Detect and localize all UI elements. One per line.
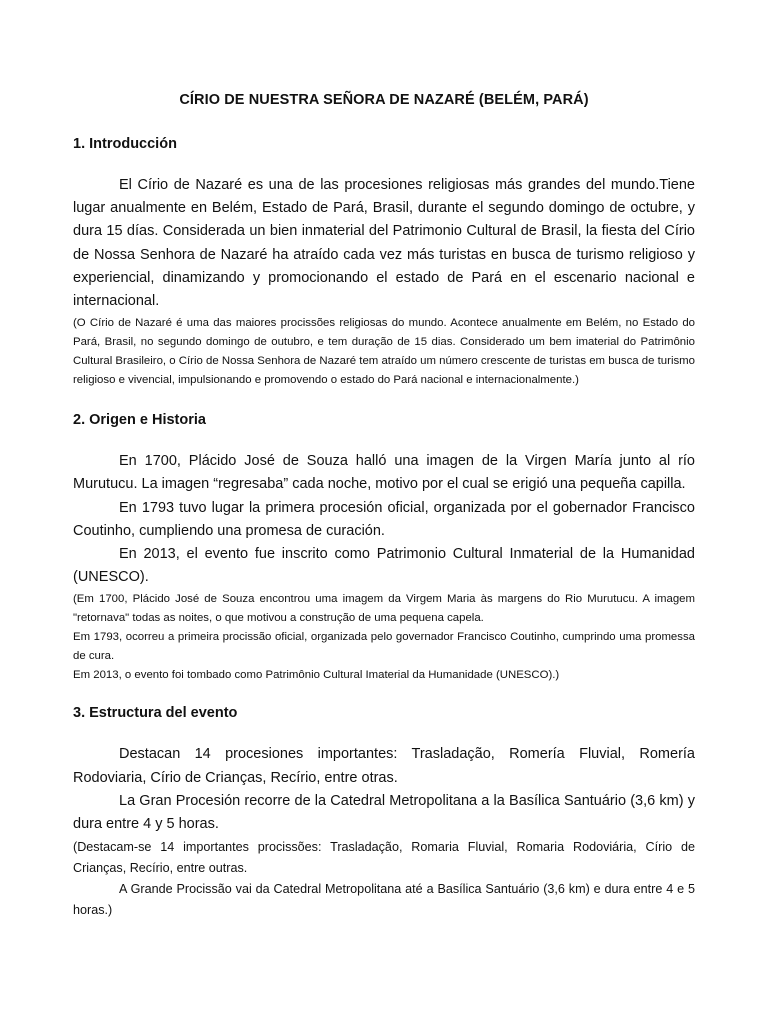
paragraph-pt: A Grande Procissão vai da Catedral Metropolitana até a Basílica Santuário (3,6 km) e dura entre 4 e 5 horas.) <box>73 882 695 918</box>
paragraph-es: En 1793 tuvo lugar la primera procesión oficial, organizada por el gobernador Francisco Coutinho, cumpliendo una promesa de curación. <box>73 499 695 539</box>
paragraph-pt: Em 2013, o evento foi tombado como Patrimônio Cultural Imaterial da Humanidade (UNESCO).) <box>73 669 560 682</box>
paragraph-es: La Gran Procesión recorre de la Catedral Metropolitana a la Basílica Santuário (3,6 km) y dura entre 4 y 5 horas. <box>73 792 695 833</box>
paragraph-pt: Em 1793, ocorreu a primeira procissão oficial, organizada pelo governador Francisco Coutinho, cumprindo uma promessa de cura. <box>73 631 695 663</box>
paragraph-es: Destacan 14 procesiones importantes: Trasladação, Romería Fluvial, Romería Rodoviaria, Círio de Crianças, Recírio, entre otras. <box>73 746 695 786</box>
section-introduccion <box>73 136 695 390</box>
section-heading: 3. Estructura del evento <box>73 705 238 722</box>
paragraph-es: El Círio de Nazaré es una de las procesiones religiosas más grandes del mundo.Tiene lugar anualmente en Belém, Estado de Pará, Brasil, durante el segundo domingo de octubre, y dura 15 días. Considerada un bien inmaterial del Patrimonio Cultural de Brasil, la fiesta del Círio de Nossa Senhora de Nazaré ha atraído cada vez más turistas en busca de turismo religioso y experiencial, dinamizando y promocionando el estado de Pará en el escenario nacional e internacional. <box>73 177 695 310</box>
paragraph-pt: (Destacam-se 14 importantes procissões: Trasladação, Romaria Fluvial, Romaria Rodoviária, Círio de Crianças, Recírio, entre outras. <box>73 840 695 876</box>
paragraph-pt: (Em 1700, Plácido José de Souza encontrou uma imagem da Virgem Maria às margens do Rio Murutucu. A imagem "retornava" todas as noites, o que motivou a construção de uma pequena capela. <box>73 593 695 625</box>
paragraph-es: En 2013, el evento fue inscrito como Patrimonio Cultural Inmaterial de la Humanidad (UNESCO). <box>73 546 695 586</box>
section-origen-historia <box>73 412 695 685</box>
paragraph-es: En 1700, Plácido José de Souza halló una imagen de la Virgen María junto al río Murutucu. La imagen “regresaba” cada noche, motivo por el cual se erigió una pequeña capilla. <box>73 453 695 493</box>
document-title: CÍRIO DE NUESTRA SEÑORA DE NAZARÉ (BELÉM, PARÁ) <box>179 92 589 108</box>
section-heading: 2. Origen e Historia <box>73 412 206 429</box>
section-estructura-evento <box>73 705 695 921</box>
paragraph-pt: (O Círio de Nazaré é uma das maiores procissões religiosas do mundo. Acontece anualmente em Belém, no Estado do Pará, Brasil, no segundo domingo de outubro, e tem duração de 15 dias. Considerado um bem imaterial do Patrimônio Cultural Brasileiro, o Círio de Nossa Senhora de Nazaré tem atraído um número crescente de turistas em busca de turismo religioso e vivencial, impulsionando e promovendo o estado do Pará nacional e internacionalmente.) <box>73 317 695 387</box>
section-heading: 1. Introducción <box>73 136 177 152</box>
